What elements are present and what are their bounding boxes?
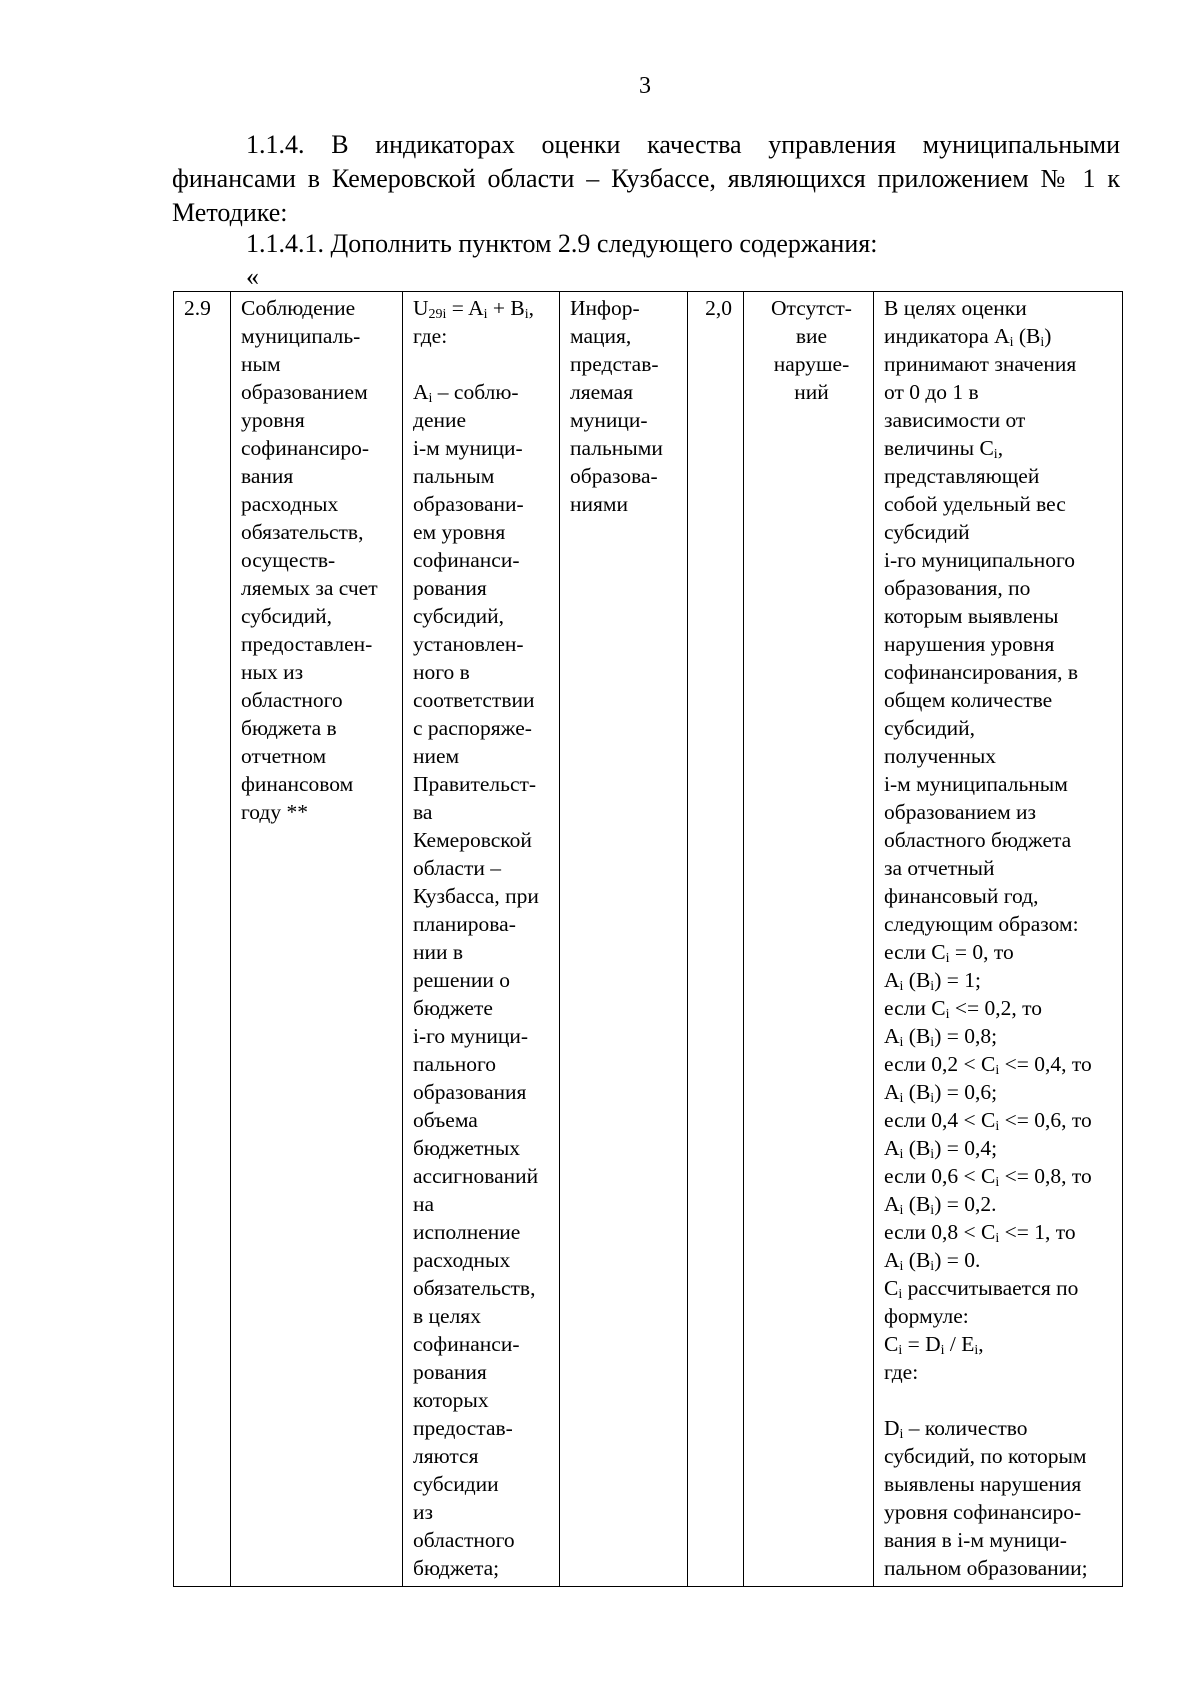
cell-text-line: i-м муниципальным	[884, 772, 1068, 796]
cell-text-line: представляющей	[884, 464, 1040, 488]
cell-text-line: субсидий	[884, 520, 970, 544]
cell-text-line: Отсутст-	[771, 296, 852, 320]
cell-text-line: следующим образом:	[884, 912, 1079, 936]
cell-text-line: пального	[413, 1052, 497, 1076]
cell-text-line: образования, по	[884, 576, 1031, 600]
cell-text-line: $A_i$ – соблю-	[413, 380, 519, 406]
cell-text-line: которых	[413, 1388, 489, 1412]
cell-text-line: выявлены нарушения	[884, 1472, 1082, 1496]
cell-text-line: собой удельный вес	[884, 492, 1066, 516]
indicator-name-cell	[231, 292, 403, 1587]
cell-text-line: вие	[795, 324, 828, 348]
cell-text-line: если $0,4 < C_i <= 0,6$, то	[884, 1108, 1092, 1134]
cell-text-line: если $0,6 < C_i <= 0,8$, то	[884, 1164, 1092, 1190]
cell-text-line: в целях	[413, 1304, 481, 1328]
cell-text-line: $U_{29i} = A_i + B_i$,	[413, 296, 535, 322]
cell-text-line: В целях оценки	[884, 296, 1027, 320]
cell-text-line: если $0,2 < C_i <= 0,4$, то	[884, 1052, 1092, 1078]
cell-text-line: если $C_i = 0$, то	[884, 940, 1014, 966]
cell-text-line: финансовом	[241, 772, 354, 796]
cell-text-line: вания	[241, 464, 294, 488]
cell-text-line: обязательств,	[241, 520, 364, 544]
cell-text-line: софинансирования, в	[884, 660, 1079, 684]
addition-instruction: 1.1.4.1. Дополнить пунктом 2.9 следующего содержания:	[246, 229, 878, 258]
cell-text-line: решении о	[413, 968, 511, 992]
cell-text-line: ассигнований	[413, 1164, 539, 1188]
cell-text-line: предостав-	[413, 1416, 513, 1440]
cell-text-line: Инфор-	[570, 296, 640, 320]
cell-text-line: областного бюджета	[884, 828, 1072, 852]
data-source-cell	[560, 292, 688, 1587]
cell-text-line: бюджета;	[413, 1556, 500, 1580]
cell-text-line: уровня софинансиро-	[884, 1500, 1082, 1524]
cell-text-line: $A_i$ $(B_i) = 0,8$;	[884, 1024, 998, 1050]
cell-text-line: общем количестве	[884, 688, 1053, 712]
cell-text-line: $C_i = D_i / E_i$,	[884, 1332, 984, 1358]
cell-text-line: бюджета в	[241, 716, 337, 740]
cell-text-line: $A_i$ $(B_i) = 1$;	[884, 968, 981, 994]
cell-text-line: ного в	[413, 660, 470, 684]
cell-text-line: полученных	[884, 744, 997, 768]
cell-text-line: нии в	[413, 940, 464, 964]
cell-text-line: наруше-	[773, 352, 850, 376]
cell-text-line: $A_i$ $(B_i) = 0,6$;	[884, 1080, 998, 1106]
indicator-table	[173, 291, 1123, 1587]
cell-text-line: за отчетный	[884, 856, 995, 880]
cell-text-line: ным	[241, 352, 281, 376]
table-row	[174, 292, 1123, 1587]
cell-text-line: Соблюдение	[241, 296, 356, 320]
cell-text-line: ний	[794, 380, 829, 404]
cell-text-line: если $C_i <= 0,2$, то	[884, 996, 1042, 1022]
cell-text-line: $A_i$ $(B_i) = 0,2$.	[884, 1192, 997, 1218]
cell-text-line: софинансиро-	[241, 436, 369, 460]
cell-text-line: принимают значения	[884, 352, 1077, 376]
cell-text-line: пальном образовании;	[884, 1556, 1088, 1580]
cell-text-line: рования	[413, 576, 487, 600]
cell-text-line: представ-	[570, 352, 659, 376]
cell-text-line: вания в i-м муници-	[884, 1528, 1067, 1552]
cell-text-line: расходных	[413, 1248, 511, 1272]
cell-text-line: софинанси-	[413, 548, 520, 572]
cell-text-line: ниями	[570, 492, 629, 516]
cell-text-line: ляются	[413, 1444, 479, 1468]
cell-text-line: субсидий,	[241, 604, 333, 628]
cell-text-line: уровня	[241, 408, 305, 432]
cell-text-line: от 0 до 1 в	[884, 380, 979, 404]
cell-text-line: бюджетных	[413, 1136, 521, 1160]
cell-text-line: муниципаль-	[241, 324, 361, 348]
cell-text-line: ных из	[241, 660, 304, 684]
cell-text-line: софинанси-	[413, 1332, 520, 1356]
cell-text-line: областного	[413, 1528, 515, 1552]
cell-text-line: субсидий, по которым	[884, 1444, 1087, 1468]
cell-text-line: областного	[241, 688, 343, 712]
cell-text-line: i-го муници-	[413, 1024, 529, 1048]
cell-text-line: планирова-	[413, 912, 516, 936]
formula-cell	[403, 292, 560, 1587]
cell-text-line: образованием из	[884, 800, 1037, 824]
cell-text-line: дение	[413, 408, 467, 432]
cell-text-line: области –	[413, 856, 501, 880]
cell-text-line: формуле:	[884, 1304, 969, 1328]
cell-text-line: образованием	[241, 380, 368, 404]
cell-text-line: на	[413, 1192, 435, 1216]
cell-text-line: из	[413, 1500, 433, 1524]
cell-text-line: обязательств,	[413, 1276, 536, 1300]
cell-text-line: установлен-	[413, 632, 524, 656]
cell-text-line: индикатора $A_i$ $(B_i)$	[884, 324, 1052, 350]
cell-text-line: если $0,8 < C_i <= 1$, то	[884, 1220, 1076, 1246]
cell-text-line: соответствии	[413, 688, 535, 712]
cell-text-line: где:	[884, 1360, 919, 1384]
cell-text-line: Кемеровской	[413, 828, 532, 852]
cell-text-line: исполнение	[413, 1220, 521, 1244]
cell-text-line: пальным	[413, 464, 495, 488]
page-number: 3	[639, 73, 651, 99]
cell-text-line: которым выявлены	[884, 604, 1059, 628]
cell-text-line: расходных	[241, 492, 339, 516]
cell-text-line: субсидий,	[413, 604, 505, 628]
cell-text-line: зависимости от	[884, 408, 1026, 432]
cell-text-line: году **	[241, 800, 308, 824]
cell-text-line: величины $C_i$,	[884, 436, 1004, 462]
cell-text-line: $A_i$ $(B_i) = 0,4$;	[884, 1136, 998, 1162]
cell-text-line	[884, 1386, 1118, 1414]
row-number-cell: 2.9	[174, 292, 231, 1587]
cell-text-line: с распоряже-	[413, 716, 532, 740]
cell-text-line: субсидии	[413, 1472, 499, 1496]
target-value-cell	[744, 292, 874, 1587]
cell-text-line: бюджете	[413, 996, 493, 1020]
cell-text-line: пальными	[570, 436, 663, 460]
cell-text-line: Кузбасса, при	[413, 884, 539, 908]
cell-text-line: i-го муниципального	[884, 548, 1075, 572]
cell-text-line: i-м муници-	[413, 436, 523, 460]
cell-text-line: рования	[413, 1360, 487, 1384]
amendment-paragraph: 1.1.4. В индикаторах оценки качества управления муниципальными финансами в Кемеровской области – Кузбассе, являющихся приложением № 1 к Методике:	[172, 130, 1120, 227]
cell-text-line: ляемых за счет	[241, 576, 378, 600]
cell-text-line: $D_i$ – количество	[884, 1416, 1028, 1442]
cell-text-line	[413, 350, 555, 378]
cell-text-line: осуществ-	[241, 548, 336, 572]
calculation-description-cell	[874, 292, 1123, 1587]
cell-text-line: финансовый год,	[884, 884, 1039, 908]
cell-text-line: отчетном	[241, 744, 327, 768]
cell-text-line: где:	[413, 324, 448, 348]
cell-text-line: ва	[413, 800, 433, 824]
opening-quote-mark: «	[246, 262, 259, 291]
cell-text-line: образования	[413, 1080, 527, 1104]
cell-text-line: образова-	[570, 464, 658, 488]
cell-text-line: ляемая	[570, 380, 634, 404]
cell-text-line: образовани-	[413, 492, 524, 516]
cell-text-line: $C_i$ рассчитывается по	[884, 1276, 1079, 1302]
cell-text-line: ем уровня	[413, 520, 506, 544]
cell-text-line: муници-	[570, 408, 648, 432]
cell-text-line: субсидий,	[884, 716, 976, 740]
cell-text-line: $A_i$ $(B_i) = 0$.	[884, 1248, 981, 1274]
cell-text-line: предоставлен-	[241, 632, 373, 656]
weight-cell: 2,0	[688, 292, 744, 1587]
cell-text-line: нарушения уровня	[884, 632, 1055, 656]
cell-text-line: объема	[413, 1108, 478, 1132]
cell-text-line: нием	[413, 744, 460, 768]
cell-text-line: мация,	[570, 324, 632, 348]
cell-text-line: Правительст-	[413, 772, 537, 796]
